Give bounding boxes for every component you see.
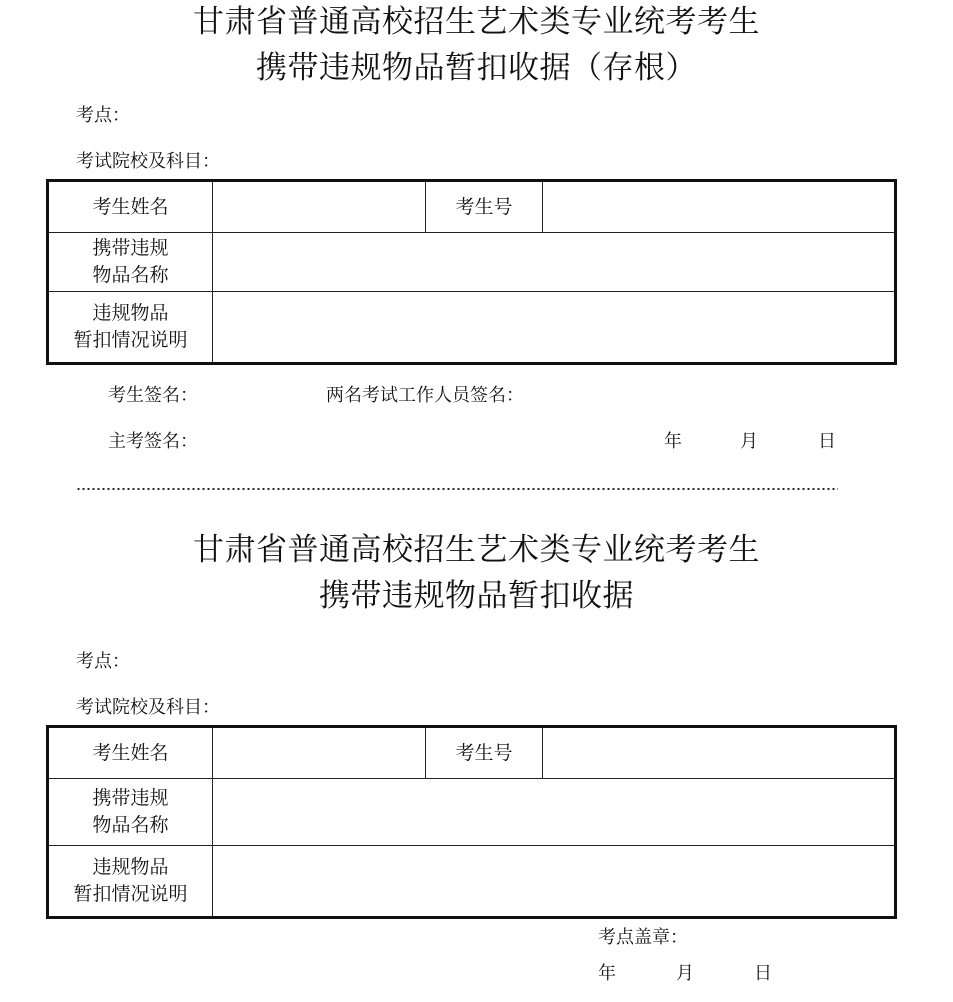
seal-label: 考点盖章： xyxy=(598,927,688,948)
description-label-line1: 违规物品 xyxy=(92,856,169,878)
description-field[interactable] xyxy=(213,846,896,918)
table-row xyxy=(48,233,896,292)
items-label-line1: 携带违规 xyxy=(92,787,169,809)
receipt-form-table xyxy=(46,725,897,919)
candidate-id-field[interactable] xyxy=(543,727,896,779)
stub-school-subject-label: 考试院校及科目： xyxy=(76,151,220,172)
table-row xyxy=(48,846,896,918)
receipt-title-line1: 甘肃省普通高校招生艺术类专业统考考生 xyxy=(193,532,760,568)
receipt-date-year: 年 xyxy=(598,963,616,984)
cut-line-divider xyxy=(76,487,838,491)
receipt-date-day: 日 xyxy=(754,963,772,984)
staff-signature-label: 两名考试工作人员签名： xyxy=(326,385,524,406)
description-label-line2: 暂扣情况说明 xyxy=(73,329,188,351)
table-row xyxy=(48,727,896,779)
items-label-line2: 物品名称 xyxy=(92,814,169,836)
description-label-line2: 暂扣情况说明 xyxy=(73,883,188,905)
description-label xyxy=(48,292,213,364)
receipt-exam-site-label: 考点： xyxy=(76,651,130,672)
stub-date-month: 月 xyxy=(740,431,758,452)
description-label-line1: 违规物品 xyxy=(92,302,169,324)
candidate-signature-label: 考生签名： xyxy=(108,385,198,406)
table-row xyxy=(48,779,896,846)
items-field[interactable] xyxy=(213,779,896,846)
stub-date-year: 年 xyxy=(664,431,682,452)
description-label xyxy=(48,846,213,918)
stub-title-line1: 甘肃省普通高校招生艺术类专业统考考生 xyxy=(193,4,760,40)
name-label: 考生姓名 xyxy=(48,181,213,233)
chief-signature-label: 主考签名： xyxy=(108,431,198,452)
candidate-id-label: 考生号 xyxy=(426,727,543,779)
name-label: 考生姓名 xyxy=(48,727,213,779)
stub-form-table xyxy=(46,179,897,365)
items-label xyxy=(48,779,213,846)
stub-exam-site-label: 考点： xyxy=(76,105,130,126)
items-field[interactable] xyxy=(213,233,896,292)
receipt-school-subject-label: 考试院校及科目： xyxy=(76,697,220,718)
description-field[interactable] xyxy=(213,292,896,364)
name-field[interactable] xyxy=(213,727,426,779)
name-field[interactable] xyxy=(213,181,426,233)
items-label-line2: 物品名称 xyxy=(92,264,169,286)
items-label-line1: 携带违规 xyxy=(92,237,169,259)
stub-title-line2: 携带违规物品暂扣收据（存根） xyxy=(256,50,697,86)
receipt-date-month: 月 xyxy=(676,963,694,984)
table-row xyxy=(48,181,896,233)
stub-date-day: 日 xyxy=(818,431,836,452)
table-row xyxy=(48,292,896,364)
items-label xyxy=(48,233,213,292)
receipt-title-line2: 携带违规物品暂扣收据 xyxy=(319,578,634,614)
candidate-id-label: 考生号 xyxy=(426,181,543,233)
candidate-id-field[interactable] xyxy=(543,181,896,233)
